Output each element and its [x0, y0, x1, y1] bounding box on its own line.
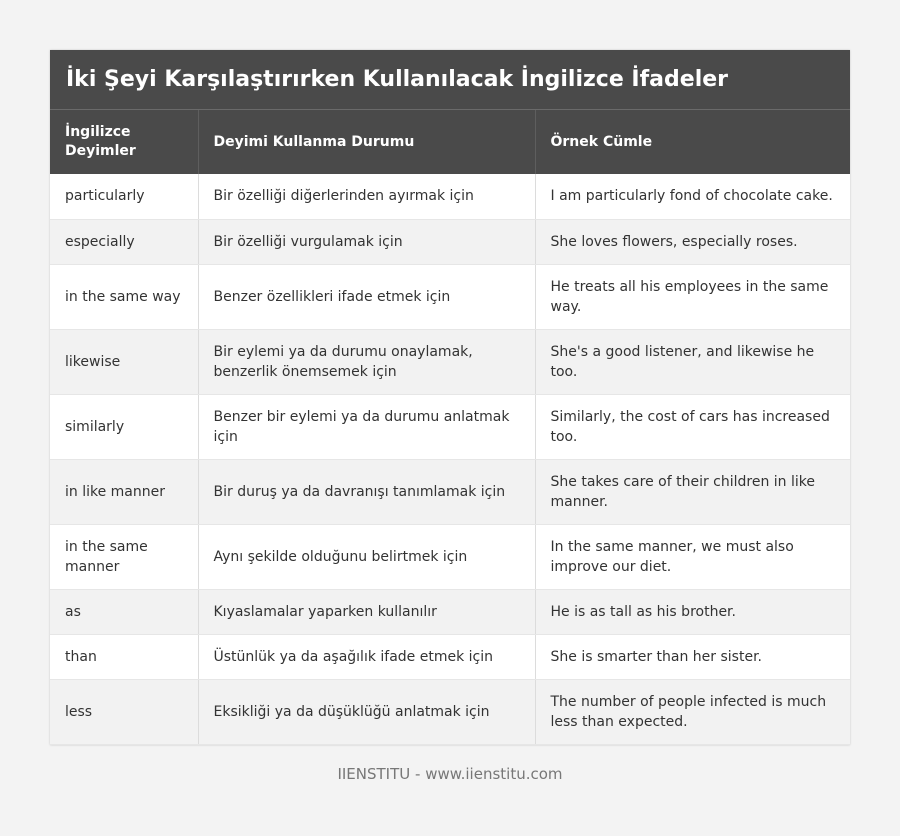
footer-credit: IIENSTITU - www.iienstitu.com — [337, 765, 563, 783]
table-row — [50, 634, 850, 679]
usage-cell: Benzer bir eylemi ya da durumu anlatmak için — [198, 394, 535, 459]
example-cell: The number of people infected is much less than expected. — [535, 679, 850, 744]
example-cell: She takes care of their children in like manner. — [535, 459, 850, 524]
column-header-usage: Deyimi Kullanma Durumu — [198, 110, 535, 174]
table-row — [50, 174, 850, 219]
usage-cell: Benzer özellikleri ifade etmek için — [198, 264, 535, 329]
example-cell: She is smarter than her sister. — [535, 634, 850, 679]
example-cell: I am particularly fond of chocolate cake. — [535, 174, 850, 219]
usage-cell: Üstünlük ya da aşağılık ifade etmek için — [198, 634, 535, 679]
usage-cell: Aynı şekilde olduğunu belirtmek için — [198, 524, 535, 589]
phrase-cell: in the same manner — [50, 524, 198, 589]
comparison-table-card — [50, 50, 850, 745]
usage-cell: Bir duruş ya da davranışı tanımlamak için — [198, 459, 535, 524]
phrase-cell: particularly — [50, 174, 198, 219]
phrase-cell: in like manner — [50, 459, 198, 524]
example-cell: In the same manner, we must also improve our diet. — [535, 524, 850, 589]
example-cell: She's a good listener, and likewise he too. — [535, 329, 850, 394]
table-row — [50, 679, 850, 744]
phrases-table — [50, 110, 850, 745]
example-cell: He treats all his employees in the same way. — [535, 264, 850, 329]
table-row — [50, 219, 850, 264]
table-row — [50, 329, 850, 394]
phrase-cell: likewise — [50, 329, 198, 394]
table-row — [50, 264, 850, 329]
example-cell: He is as tall as his brother. — [535, 589, 850, 634]
phrase-cell: especially — [50, 219, 198, 264]
table-row — [50, 524, 850, 589]
table-row — [50, 459, 850, 524]
phrase-cell: in the same way — [50, 264, 198, 329]
phrase-cell: than — [50, 634, 198, 679]
table-header-row — [50, 110, 850, 174]
usage-cell: Bir eylemi ya da durumu onaylamak, benzerlik önemsemek için — [198, 329, 535, 394]
column-header-phrase: İngilizce Deyimler — [50, 110, 198, 174]
usage-cell: Bir özelliği diğerlerinden ayırmak için — [198, 174, 535, 219]
phrase-cell: as — [50, 589, 198, 634]
phrase-cell: less — [50, 679, 198, 744]
table-row — [50, 589, 850, 634]
column-header-example: Örnek Cümle — [535, 110, 850, 174]
phrase-cell: similarly — [50, 394, 198, 459]
usage-cell: Kıyaslamalar yaparken kullanılır — [198, 589, 535, 634]
table-row — [50, 394, 850, 459]
example-cell: Similarly, the cost of cars has increased too. — [535, 394, 850, 459]
usage-cell: Bir özelliği vurgulamak için — [198, 219, 535, 264]
table-title: İki Şeyi Karşılaştırırken Kullanılacak İngilizce İfadeler — [50, 50, 850, 110]
usage-cell: Eksikliği ya da düşüklüğü anlatmak için — [198, 679, 535, 744]
example-cell: She loves flowers, especially roses. — [535, 219, 850, 264]
